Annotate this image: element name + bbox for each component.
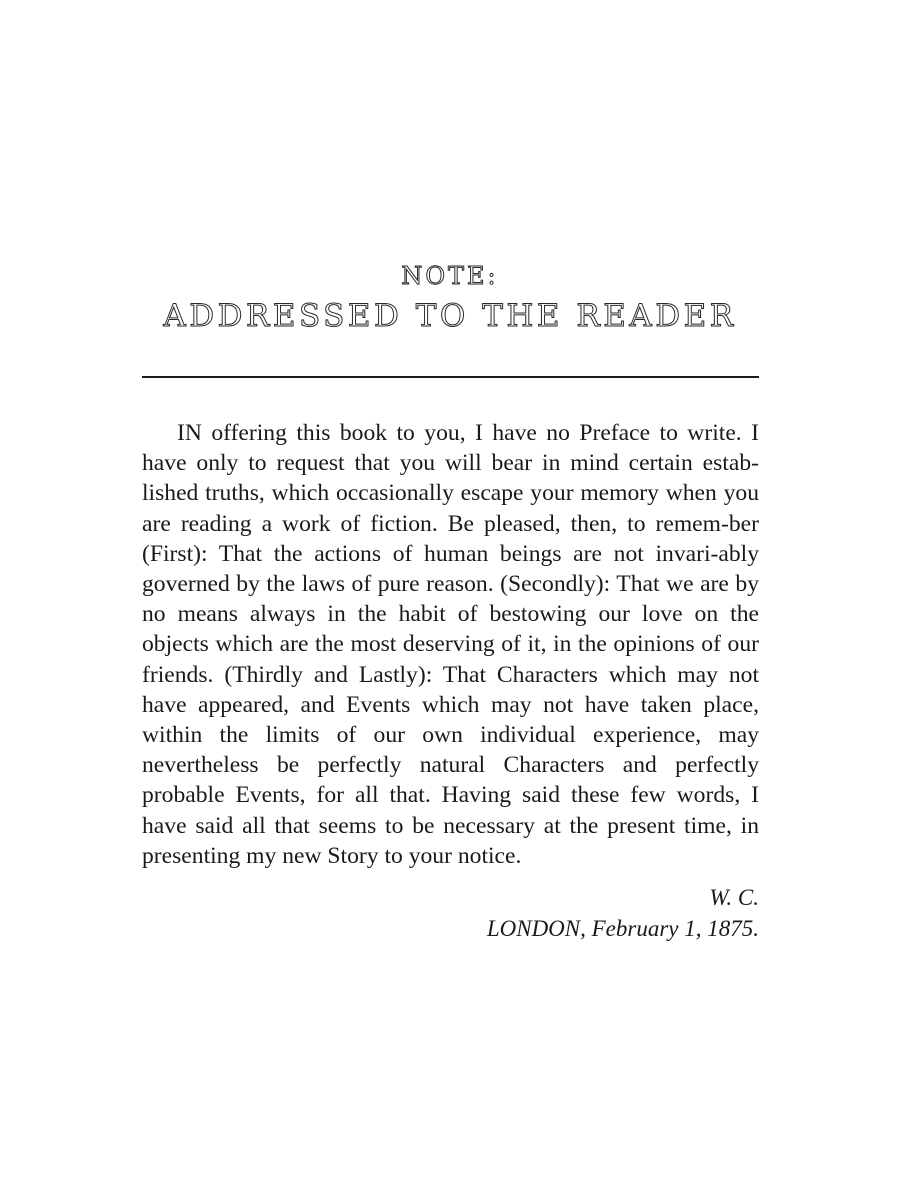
page-title: ADDRESSED TO THE READER: [163, 298, 737, 334]
signature-initials: W. C.: [709, 885, 759, 910]
signature-place-date: LONDON, February 1, 1875.: [486, 916, 759, 941]
signature-block: [142, 882, 759, 944]
heading-kicker: NOTE:: [401, 262, 499, 290]
body-paragraph: IN offering this book to you, I have no Preface to write. I have only to request that you will bear in mind certain estab-lished truths, which occasionally escape your memory when you are reading a work of fiction. Be pleased, then, to remem-ber (First): That the actions of human beings are not invari-ably governed by the laws of pure reason. (Secondly): That we are by no means always in the habit of bestowing our love on the objects which are the most deserving of it, in the opinions of our friends. (Thirdly and Lastly): That Characters which may not have appeared, and Events which may not have taken place, within the limits of our own individual experience, may nevertheless be perfectly natural Characters and perfectly probable Events, for all that. Having said these few words, I have said all that seems to be necessary at the present time, in presenting my new Story to your notice.: [142, 420, 759, 869]
title-divider: [142, 376, 759, 378]
